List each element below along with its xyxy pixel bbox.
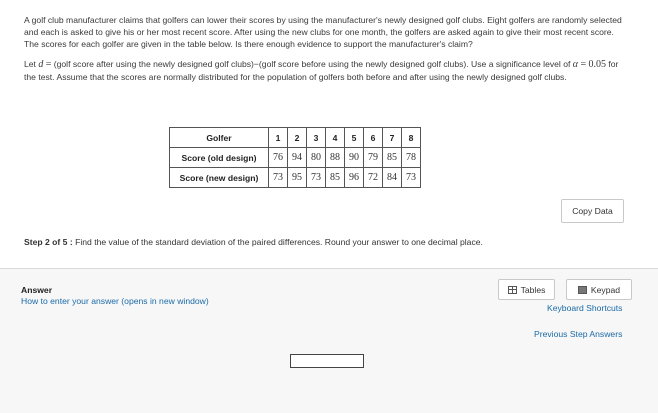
table-row xyxy=(170,148,421,168)
table-cell: 95 xyxy=(288,168,307,188)
alpha-equals: = xyxy=(580,59,587,70)
table-row xyxy=(170,168,421,188)
table-cell: 76 xyxy=(269,148,288,168)
golfer-column: 7 xyxy=(383,128,402,148)
rest-text: for the test. Assume that the scores are normally distributed for the population of golfers both before and after using the newly designed golf clubs. xyxy=(24,59,619,82)
let-prefix: Let xyxy=(24,59,36,69)
step-instruction xyxy=(24,237,483,247)
golfer-scores-table xyxy=(169,127,421,188)
table-cell: 94 xyxy=(288,148,307,168)
golfer-column: 1 xyxy=(269,128,288,148)
table-cell: 88 xyxy=(326,148,345,168)
row-label-old: Score (old design) xyxy=(170,148,269,168)
golfer-column: 6 xyxy=(364,128,383,148)
keypad-label: Keypad xyxy=(590,284,621,295)
keypad-icon xyxy=(578,286,587,294)
golfer-column: 4 xyxy=(326,128,345,148)
table-cell: 78 xyxy=(402,148,421,168)
use-text: . Use a significance level of xyxy=(466,59,571,69)
table-cell: 73 xyxy=(307,168,326,188)
step-text: Find the value of the standard deviation of the paired differences. Round your answer to one decimal place. xyxy=(75,237,483,247)
keypad-button[interactable] xyxy=(566,279,632,300)
table-cell: 80 xyxy=(307,148,326,168)
golfer-header: Golfer xyxy=(170,128,269,148)
tables-button[interactable] xyxy=(498,279,555,300)
golfer-column: 2 xyxy=(288,128,307,148)
table-cell: 85 xyxy=(326,168,345,188)
golfer-column: 8 xyxy=(402,128,421,148)
alpha-value: 0.05 xyxy=(588,59,606,70)
d-definition: (golf score after using the newly designed golf clubs)−(golf score before using the newly designed golf clubs) xyxy=(53,59,467,69)
table-cell: 79 xyxy=(364,148,383,168)
copy-data-label: Copy Data xyxy=(572,206,613,216)
table-cell: 84 xyxy=(383,168,402,188)
answer-panel xyxy=(0,269,658,413)
d-symbol: d xyxy=(38,59,44,70)
row-label-new: Score (new design) xyxy=(170,168,269,188)
table-cell: 96 xyxy=(345,168,364,188)
definition-paragraph xyxy=(24,58,624,83)
table-header-row xyxy=(170,128,421,148)
answer-label: Answer xyxy=(21,285,53,295)
golfer-column: 5 xyxy=(345,128,364,148)
answer-input[interactable] xyxy=(290,354,364,368)
table-icon xyxy=(508,286,517,294)
question-text xyxy=(24,14,624,91)
table-cell: 85 xyxy=(383,148,402,168)
help-link[interactable]: How to enter your answer (opens in new window) xyxy=(21,296,209,306)
golfer-column: 3 xyxy=(307,128,326,148)
equals-sign: = xyxy=(45,59,52,70)
tables-label: Tables xyxy=(520,284,546,295)
keyboard-shortcuts-link[interactable]: Keyboard Shortcuts xyxy=(547,303,623,313)
table-cell: 90 xyxy=(345,148,364,168)
step-label: Step 2 of 5 : xyxy=(24,237,73,247)
table-cell: 72 xyxy=(364,168,383,188)
question-paragraph: A golf club manufacturer claims that golfers can lower their scores by using the manufacturer's newly designed golf clubs. Eight golfers are randomly selected and each is asked to give his or her most recent score. After using the new clubs for one month, the golfers are asked again to give their most recent score. The scores for each golfer are given in the table below. Is there enough evidence to support the manufacturer's claim? xyxy=(24,15,622,49)
alpha-symbol: α xyxy=(572,59,579,70)
copy-data-button[interactable] xyxy=(561,199,624,223)
table-cell: 73 xyxy=(269,168,288,188)
previous-step-answers-link[interactable]: Previous Step Answers xyxy=(534,329,623,339)
table-cell: 73 xyxy=(402,168,421,188)
